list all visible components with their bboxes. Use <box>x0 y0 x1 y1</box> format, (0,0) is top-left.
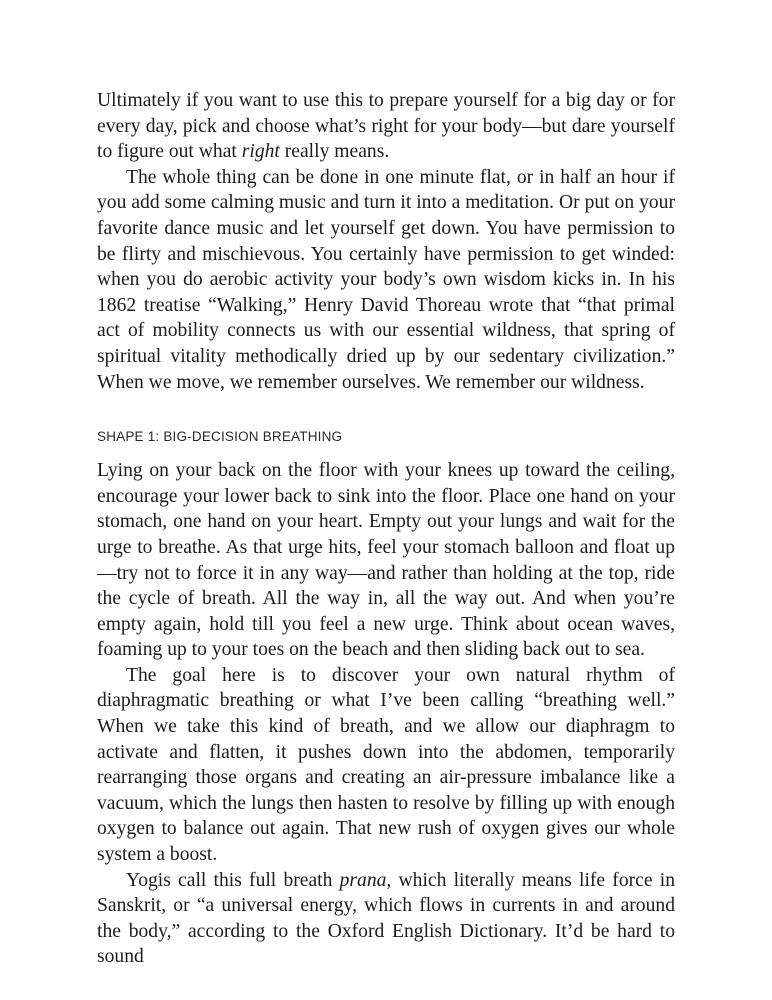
paragraph-section-2: The goal here is to discover your own natural rhythm of diaphragmatic breathing or what I’ve been calling “breathing well.” When we take this kind of breath, and we allow our diaphragm to activate and flatten, it pushes down into the abdomen, temporarily rearranging those organs and creating an air-pressure imbalance like a vacuum, which the lungs then hasten to resolve by filling up with enough oxygen to balance out again. That new rush of oxygen gives our whole system a boost. <box>97 664 675 866</box>
paragraph-text-before: Ultimately if you want to use this to prepare yourself for a big day or for every day, pick and choose what’s right for your body—but dare yourself to figure out what <box>97 90 675 163</box>
paragraph-text-after: which literally means life force in Sanskrit, or “a universal energy, which flows in currents in and around the body,” according to the Oxford English Dictionary. It’d be hard to sound <box>97 869 675 968</box>
emphasis-right: right <box>241 141 280 163</box>
paragraph-section-1: Lying on your back on the floor with your knees up toward the ceiling, encourage your lower back to sink into the floor. Place one hand on your stomach, one hand on your heart. Empty out your lungs and wait for the urge to breathe. As that urge hits, feel your stomach balloon and float up—try not to force it in any way—and rather than holding at the top, ride the cycle of breath. All the way in, all the way out. And when you’re empty again, hold till you feel a new urge. Think about ocean waves, foaming up to your toes on the beach and then sliding back out to sea. <box>97 460 675 661</box>
paragraph-intro-2: The whole thing can be done in one minute flat, or in half an hour if you add some calming music and turn it into a meditation. Or put on your favorite dance music and let yourself get down. You have permission to be flirty and mischievous. You certainly have permission to get winded: when you do aerobic activity your body’s own wisdom kicks in. In his 1862 treatise “Walking,” Henry David Thoreau wrote that “that primal act of mobility connects us with our essential wildness, that spring of spiritual vitality methodically dried up by our sedentary civilization.” When we move, we remember ourselves. We remember our wildness. <box>97 166 675 393</box>
section-heading: SHAPE 1: BIG-DECISION BREATHING <box>97 429 343 445</box>
paragraph-text-before: Yogis call this full breath <box>126 869 340 891</box>
paragraph-text-after: really means. <box>279 141 390 163</box>
paragraph-intro-1 <box>97 88 675 165</box>
emphasis-prana: prana, <box>339 869 392 891</box>
book-page <box>97 88 675 970</box>
paragraph-section-3 <box>97 868 675 970</box>
